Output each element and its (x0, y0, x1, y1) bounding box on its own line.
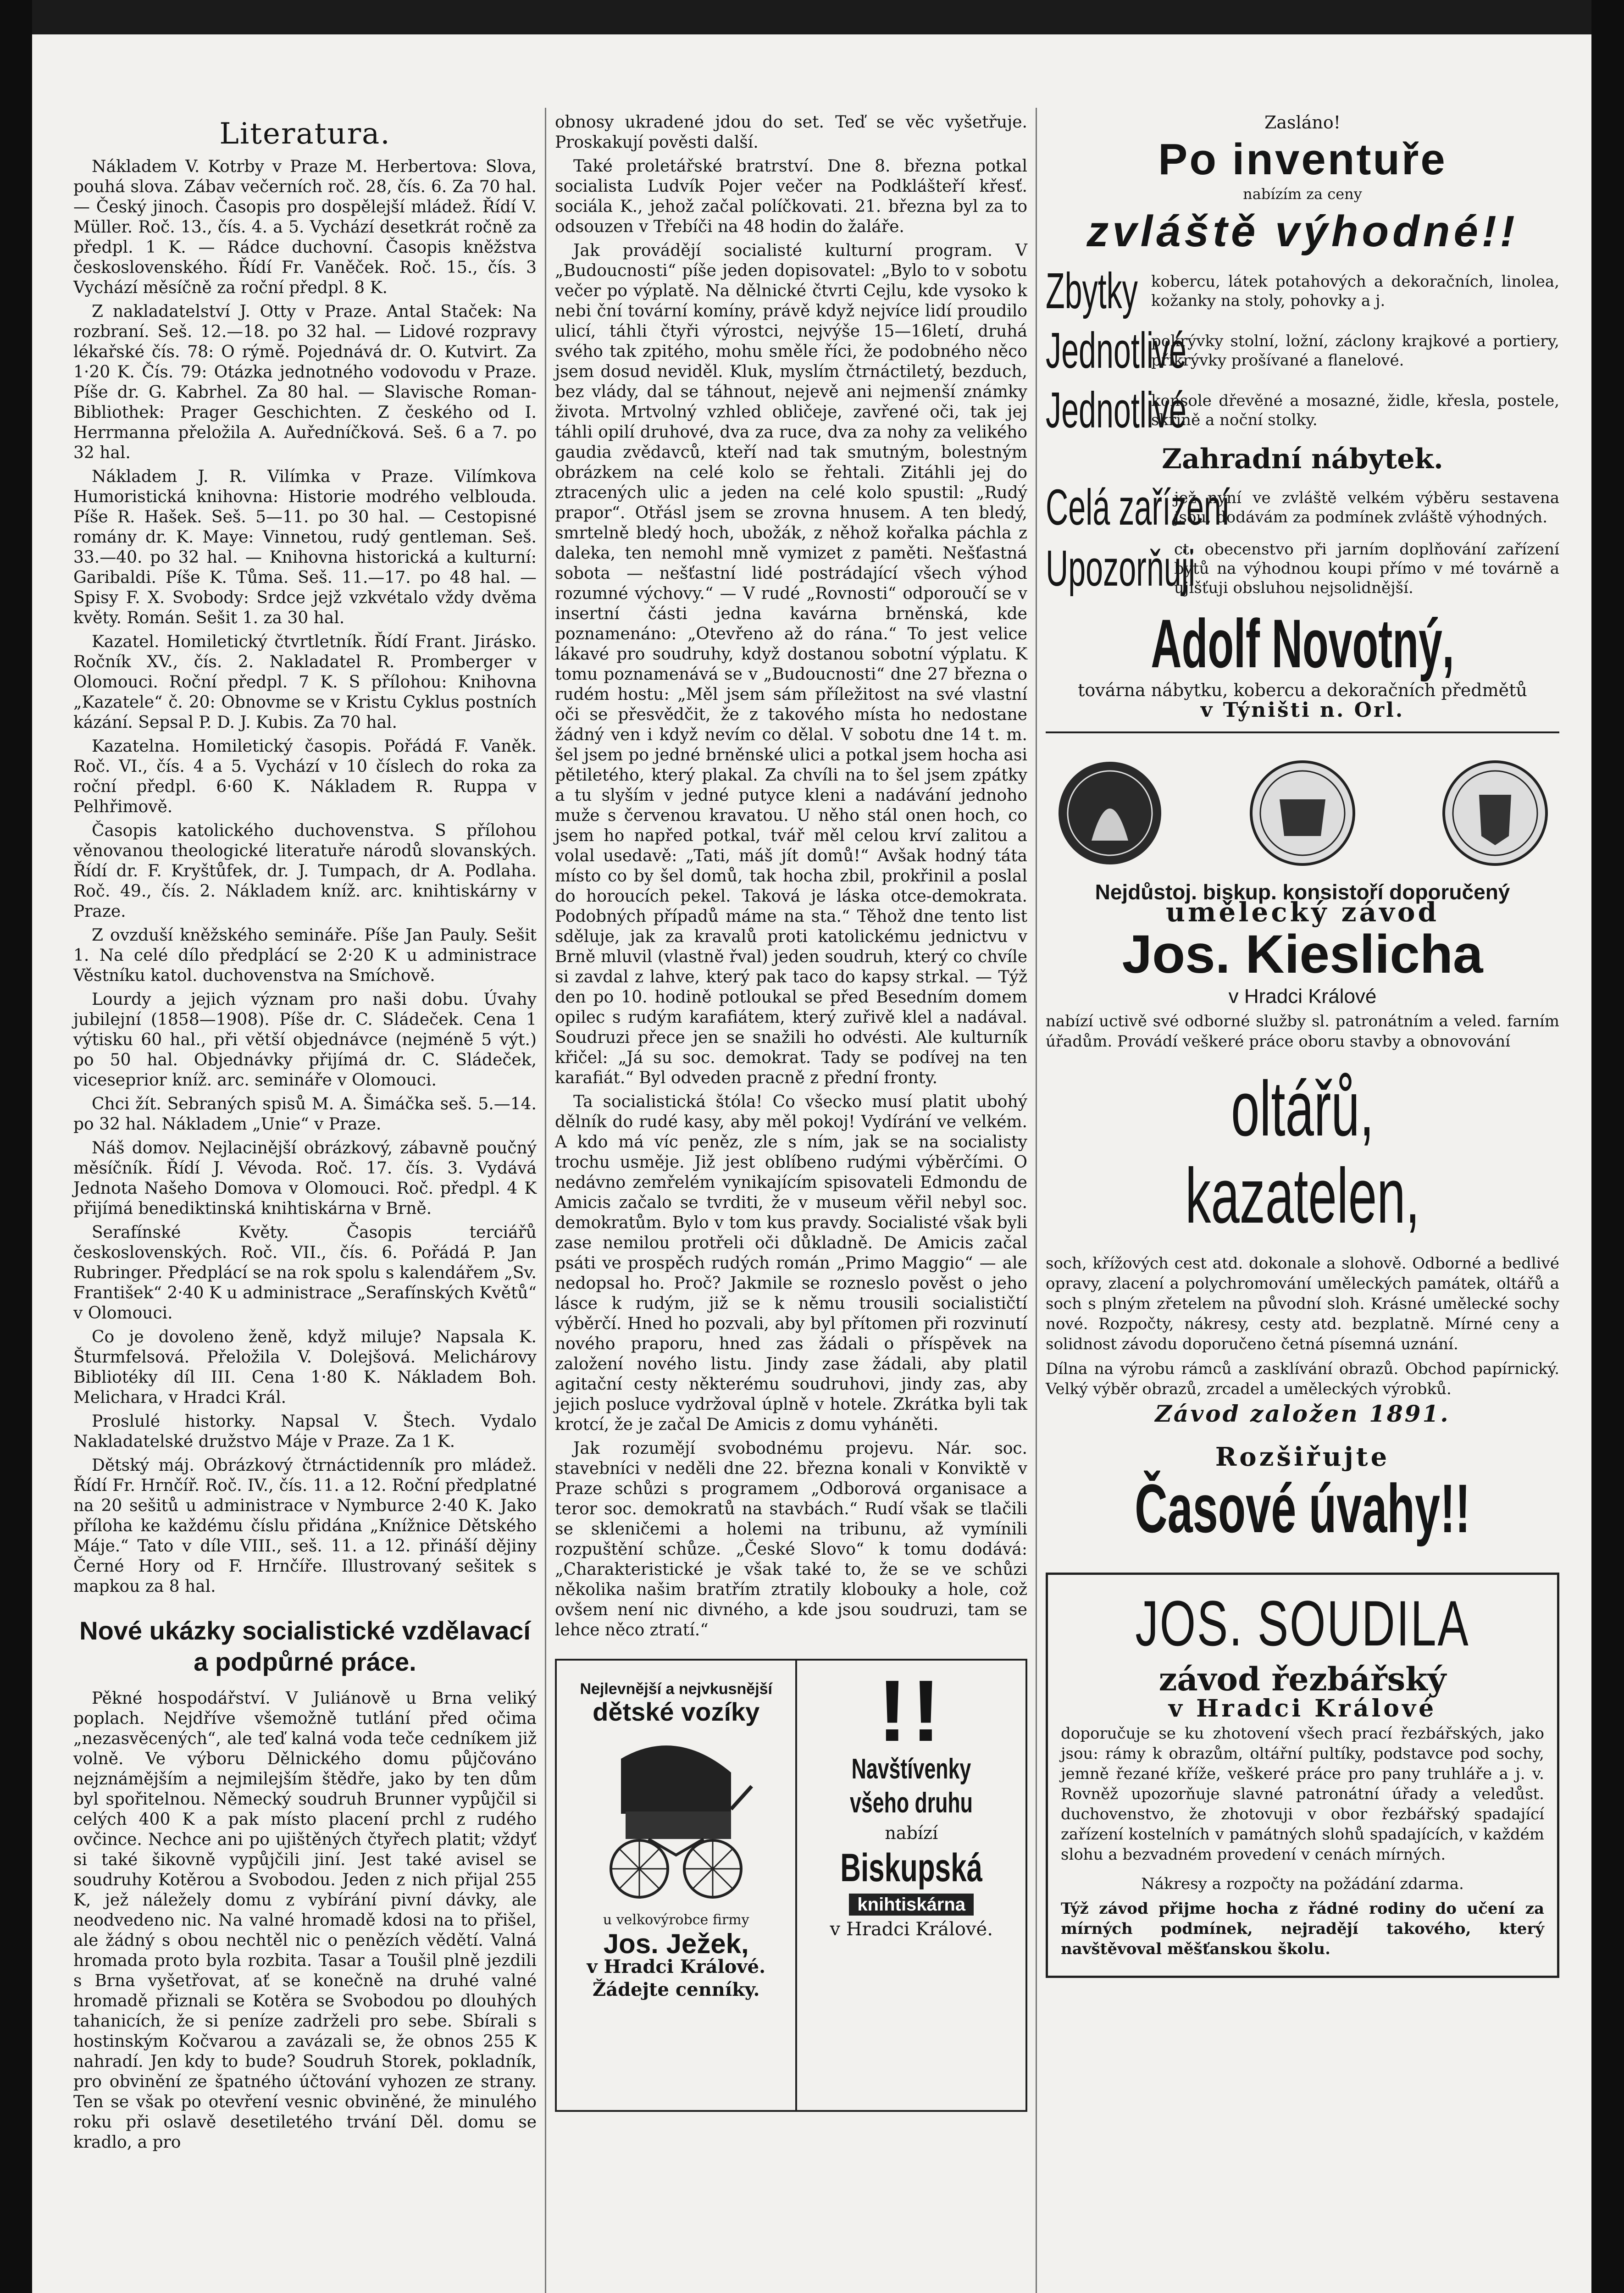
medal-icon (1247, 758, 1358, 868)
ad-kieslich-text: nabízí uctivě své odborné služby sl. patronátním a veled. farním úřadům. Provádí veškeré práce oboru stavby a obnovování (1046, 1012, 1559, 1051)
ad-cards-line2: všeho druhu (850, 1787, 973, 1819)
ad-row-title: Zbytky (1046, 263, 1138, 319)
ad-strollers (557, 1661, 797, 2110)
ad-kieslich-oltaru: oltářů, kazatelen, (1185, 1065, 1420, 1240)
ad-headline-vyhodne: zvláště výhodné!! (1086, 207, 1519, 256)
ad-row-text: konsole dřevěné a mosazné, židle, křesla, postele, skříně a noční stolky. (1151, 392, 1559, 429)
ad-soudila-line2: závod řezbářský (1158, 1660, 1447, 1698)
ad-box-bottom (555, 1659, 1027, 2112)
ad-row-title: Celá zařízení (1046, 479, 1230, 536)
ad-row-text: ct. obecenstvo při jarním doplňování zařízení bytů na výhodnou koupi přímo v mé továrně a ujišťuji obsluhou nejsolidnější. (1174, 540, 1559, 597)
ad-rozsirujte: Rozšiřujte (1215, 1442, 1390, 1472)
ad-row (1046, 540, 1559, 598)
ad-row-text: jež nyní ve zvláště velkém výběru sestavena jsou, dodávám za podmínek zvláště výhodných. (1174, 489, 1559, 526)
ad-strollers-line2: dětské vozíky (593, 1697, 760, 1726)
ad-kieslich-name: Jos. Kieslicha (1122, 924, 1483, 985)
ad-row (1046, 480, 1559, 535)
ad-row-text: pokrývky stolní, ložní, záclony krajkové a portiery, přikrývky prošívané a flanelové. (1151, 332, 1559, 370)
ad-cards-line1: Navštívenky (851, 1753, 971, 1785)
paragraph: Serafínské Květy. Časopis terciářů československých. Roč. VII., čís. 6. Pořádá P. Jan Rubringer. Předplácí se na rok spolu s kalendářem „Sv. František“ 2·40 K u administrace „Serafínských Květů“ v Olomouci. (73, 1223, 537, 1323)
ad-kieslich-text2: soch, křížových cest atd. dokonale a slohově. Odborné a bedlivé opravy, zlacení a polychromování uměleckých památek, oltářů a soch s plným zřetelem na původní sloh. Krásné umělecké sochy nové. Rozpočty, nákresy, cesty atd. bezplatně. Mírné ceny a solidnost závodu doporučeno četná písemná uznání. (1046, 1254, 1559, 1353)
ad-cards-line5: knihtiskárna (849, 1894, 974, 1916)
paragraph: Nákladem V. Kotrby v Praze M. Herbertova: Slova, pouhá slova. Zábav večerních roč. 28, čís. 6. Za 70 hal. — Český jinoch. Časopis pro dospělejší mládež. Řídí V. Müller. Roč. 13., čís. 4. a 5. Vychází desetkrát ročně za předpl. 1 K. — Rádce duchovní. Časopis kněžstva československého. Řídí Fr. Vaněček. Roč. 15., čís. 3 Vychází měsíčně za roční předpl. 8 K. (73, 157, 537, 297)
paragraph: Kazatelna. Homiletický časopis. Pořádá F. Vaněk. Roč. VI., čís. 4 a 5. Vychází v 10 číslech do roka za roční předpl. 6·60 K. Nákladem R. Ruppa v Pelhřimově. (73, 737, 537, 816)
zaslano: Zasláno! (1264, 112, 1341, 133)
paragraph: Lourdy a jejich význam pro naši dobu. Úvahy jubilejní (1858—1908). Píše dr. C. Sládeček. Cena 1 výtisku 60 hal., při větší objednávce (nejméně 5 výt.) po 50 hal. Objednávky přijímá dr. C. Sládeček, viceseprior kníž. arc. semináře v Olomouci. (73, 990, 537, 1090)
ad-casove-uvahy: Časové úvahy!! (1135, 1470, 1470, 1547)
paragraph: Náš domov. Nejlacinější obrázkový, zábavně poučný měsíčník. Řídí J. Vévoda. Roč. 17. čís. 3. Vydává Jednota Našeho Domova v Olomouci. Roč. předpl. 4 K přijímá benediktinská knihtiskárna v Brně. (73, 1139, 537, 1218)
ad-kieslich-text3: Dílna na výrobu rámců a zasklívání obrazů. Obchod papírnický. Velký výběr obrazů, zrcadel a uměleckých výrobků. (1046, 1360, 1559, 1398)
ad-headline-inventure: Po inventuře (1158, 135, 1447, 184)
ad-subline: nabízím za ceny (1243, 185, 1362, 203)
ad-row-title: Upozorňuji (1046, 540, 1196, 597)
medal-icon (1055, 758, 1165, 868)
ad-firm-location: v Týništi n. Orl. (1200, 698, 1405, 722)
paragraph: obnosy ukradené jdou do set. Teď se věc vyšetřuje. Proskakují pověsti další. (555, 113, 1027, 152)
ad-soudila-name: JOS. SOUDILA (1135, 1587, 1470, 1659)
ad-zahradni-nabytek: Zahradní nábytek. (1162, 443, 1443, 475)
paragraph: Také proletářské bratrství. Dne 8. března potkal socialista Ludvík Pojer večer na Podklášteří křesť. sociála K., jehož začal políčkovati. 21. března byl za to odsouzen v Třebíči na 48 hodin do žaláře. (555, 157, 1027, 236)
paragraph: Jak rozumějí svobodnému projevu. Nár. soc. stavebníci v neděli dne 22. března konali v Konviktě v Praze schůzi s programem „Odborová organisace a teror soc. demokratů na stavbách.“ Rudí však se tlačili se skleničemi a holemi na tribunu, až vymínili rozpuštění schůze. „České Slovo“ k tomu dodává: „Charakteristické je však také to, že se ve schůzi několika našim bratřím ztratily klobouky a hole, což ovšem není nic divného, a kde jsou soudruzi, tam se lehce něco ztratí.“ (555, 1439, 1027, 1639)
ad-row-text: kobercu, látek potahových a dekoračních, linolea, kožanky na stoly, pohovky a j. (1151, 272, 1559, 310)
divider (1046, 731, 1559, 733)
ad-firm-novotny: Adolf Novotný, (1151, 605, 1454, 682)
ad-exclamation: !! (877, 1662, 945, 1760)
ad-firm-description: továrna nábytku, kobercu a dekoračních předmětů (1078, 680, 1527, 700)
ad-visiting-cards (797, 1661, 1025, 2110)
column-divider-2 (1036, 108, 1037, 2293)
paragraph: Co je dovoleno ženě, když miluje? Napsala K. Šturmfelsová. Přeložila V. Dolejšová. Melichárovy Bibliotéky díl III. Cena 1·80 K. Nákladem Boh. Melichara, v Hradci Král. (73, 1328, 537, 1407)
ad-kieslich-line1: Nejdůstoj. biskup. konsistoří doporučený (1095, 880, 1510, 904)
paragraph: Proslulé historky. Napsal V. Štech. Vydalo Nakladatelské družstvo Máje v Praze. Za 1 K. (73, 1412, 537, 1451)
ad-strollers-callout: Žádejte cenníky. (593, 1979, 760, 2000)
column-articles (555, 112, 1027, 2112)
ad-row (1046, 383, 1559, 438)
stroller-illustration (593, 1731, 759, 1905)
section-heading-socialisticke: Nové ukázky socialistické vzdělavací a podpůrné práce. (79, 1616, 531, 1676)
ad-soudila-text: doporučuje se ku zhotovení všech prací řezbářských, jako jsou: rámy k obrazům, oltářní pultíky, podstavce pod sochy, jemně řezané kříže, veškeré práce pro pany truhláře a j. v. Rovněž upozorňuje slavné patronátní úřady a veledůst. duchovenstvo, že zhotovuji v obor řezbářský spadající zařízení kostelních v památných slohů spadajících, v každém slohu a bezvadném provedení v cenách mírných. (1061, 1724, 1544, 1864)
ad-soudila-location: v Hradci Králové (1168, 1695, 1437, 1723)
medal-icon (1440, 758, 1550, 868)
ad-cards-line3: nabízí (885, 1823, 938, 1843)
ad-strollers-line1: Nejlevnější a nejvkusnější (580, 1680, 772, 1698)
ad-cards-line6: v Hradci Králové. (830, 1919, 993, 1940)
ad-strollers-firm: Jos. Ježek, (603, 1928, 749, 1959)
ad-row (1046, 323, 1559, 378)
newspaper-page (32, 34, 1591, 2293)
ad-kieslich-line2: umělecký závod (1165, 897, 1440, 928)
paragraph: Z ovzduší kněžského semináře. Píše Jan Pauly. Sešit 1. Na celé dílo předplácí se 2·20 K u administrace Věstníku katol. duchovenstva na Smíchově. (73, 926, 537, 985)
right-dark-margin (1591, 0, 1624, 2293)
ad-soudila (1046, 1573, 1559, 1978)
paragraph: Chci žít. Sebraných spisů M. A. Šimáčka seš. 5.—14. po 32 hal. Nákladem „Unie“ v Praze. (73, 1095, 537, 1134)
paragraph: Ta socialistická štóla! Co všecko musí platit ubohý dělník do rudé kasy, aby měl pokoj! Vydírání ve velkém. A kdo má víc peněz, zle s ním, jak se na socialisty trochu usměje. Již jest oblíbeno rudými výběrčími. O nedávno zemřelém vynikajícím spisovateli Edmondu de Amicis začalo se tvrditi, že v museum věřil nebyl soc. demokratům. Bylo v tom kus pravdy. Socialisté však byli zase nemilou protřeli oči důkladně. De Amicis začal psáti ve prospěch rudých román „Primo Maggio“ — ale nedopsal ho. Proč? Jakmile se rozneslo pověst o jeho lásce k rudým, již se k němu trousili socialističtí výběrčí. Hned ho pozvali, aby byl přítomen při rozvinutí nového praporu, hned zas žádali o příspěvek na založení nového listu. Jindy zase žádali, aby platil agitační cesty některému soudruhovi, jindy zas, aby jejich posluce vydržoval úplně v hotele. Zkrátka byli tak krotcí, že je začal De Amicis z domu vyháněti. (555, 1092, 1027, 1434)
paragraph: Z nakladatelství J. Otty v Praze. Antal Staček: Na rozbraní. Seš. 12.—18. po 32 hal. — Lidové rozpravy lékařské čís. 78: O rýmě. Pojednává dr. O. Kutvirt. Za 1·20 K. Čís. 79: Otázka jednotného vodovodu v Praze. Píše dr. G. Kabrhel. Za 80 hal. — Slavische Roman-Bibliothek: Prager Geschichten. Z českého od I. Herrmanna přeložila A. Auředníčková. Seš. 6 a 7. po 32 hal. (73, 302, 537, 462)
ad-soudila-text3: Týž závod přijme hocha z řádné rodiny do učení za mírných podmínek, nejradějí takového, který navštěvoval měšťanskou školu. (1061, 1900, 1544, 1958)
ad-row (1046, 264, 1559, 319)
paragraph: Pěkné hospodářství. V Juliánově u Brna veliký poplach. Nejdříve všemožně tutlání před očima „nezasvěcených“, ale teď kalná voda teče cedníkem již volně. Ve výboru Dělnického domu půjčováno nejznámějším a nejmilejším štědře, jako by ten dům byl spořitelnou. Německý soudruh Brunner vypůjčil si celých 400 K a pak místo placení prchl z rudého ovčince. Nechce ani po ujištěných čtyřech platit; vždyť si také šikovně vypůjčili jiní. Jest také avisel se soudruhy Kotěrou a Svobodou. Jeden z nich přijal 255 K, jež náležely domu z vybírání pivní dávky, ale neodvedeno nic. Na valné hromadě kdosi na to přišel, ale žádný s obou nechtěl nic o penězích vědětí. Valná hromada proto byla rozbita. Tasar a Toušil plně jezdili s Brna vyšetřovat, ať se konečně na druhé valné hromadě přiznali se Kotěra se Svobodou po dlouhých tahanicích, že si peníze zadrželi pro sebe. Sbírali s hostinským Kočvarou a zavázali se, že obnos 255 K nahradí. Jen kdy to bude? Soudruh Storek, pokladník, pro obvinění ze špatného účtování vyhozen ze strany. Ten se však po otevření vesnic obviněné, že minulého roku při oslavě desetiletého trvání Děl. domu se kradlo, a pro (73, 1689, 537, 2152)
paragraph: Dětský máj. Obrázkový čtrnáctidenník pro mládež. Řídí Fr. Hrnčíř. Roč. IV., čís. 11. a 12. Roční předplatné na 20 sešitů u administrace v Nymburce 2·40 K. Jako příloha ke každému číslu přidána „Knížnice Dětského Máje.“ Tato v díle VIII., seš. 11. a 12. přináší dějiny Černé Hory od F. Hrnčíře. Illustrovaný sešitek s mapkou za 8 hal. (73, 1456, 537, 1596)
paragraph: Nákladem J. R. Vilímka v Praze. Vilímkova Humoristická knihovna: Historie modrého velblouda. Píše R. Hašek. Seš. 5—11. po 30 hal. — Cestopisné romány dr. K. Maye: Vinnetou, rudý gentleman. Seš. 33.—40. po 32 hal. — Knihovna historická a kulturní: Garibaldi. Píše K. Tůma. Seš. 11.—17. po 48 hal. — Spisy F. X. Svobody: Srdce jejž vzkvétalo vždy dvěma květy. Román. Sešit 1. za 30 hal. (73, 467, 537, 627)
column-advertisements (1046, 112, 1559, 1978)
ad-strollers-line3: u velkovýrobce firmy (603, 1912, 749, 1928)
paragraph: Časopis katolického duchovenstva. S přílohou věnovanou theologické literatuře národů slovanských. Řídí dr. F. Kryštůfek, dr. J. Tumpach, dr A. Podlaha. Roč. 49., čís. 2. Nákladem kníž. arc. knihtiskárny v Praze. (73, 821, 537, 921)
ad-row-title: Jednotlivé (1046, 382, 1187, 438)
left-dark-margin (0, 0, 32, 2293)
award-medals (1046, 744, 1559, 882)
ad-kieslich-location: v Hradci Králové (1228, 985, 1377, 1008)
paragraph: Kazatel. Homiletický čtvrtletník. Řídí Frant. Jirásko. Ročník XV., čís. 2. Nakladatel R. Promberger v Olomouci. Roční předpl. 7 K. S přílohou: Knihovna „Kazatele“ č. 20: Obnovme se v Kristu Cyklus postních kázání. Sepsal P. D. J. Kubis. Za 70 hal. (73, 632, 537, 732)
section-heading-literatura: Literatura. (219, 117, 391, 151)
paragraph: Jak provádějí socialisté kulturní program. V „Budoucnosti“ píše jeden dopisovatel: „Bylo to v sobotu večer po výplatě. Na dělnické čtvrti Cejlu, kde vysoko k nebi ční tovární komíny, právě když nejvíce lidí proudilo ulicí, táhli čtyři výrostci, nejvýše 15—16letí, druhá svého tak zpitého, mohu směle říci, že podobného něco jsem dosud neviděl. Kluk, myslím čtrnáctiletý, bezduch, bez vlády, dal se táhnout, nejevě ani nejmenší známky života. Mrtvolný vzhled obličeje, zavřené oči, tak jej táhli opilí druhové, dva za ruce, dva za nohy za velikého gaudia zvědavců, kteří nad tak smutným, bolestným obrázkem na celé kolo se řehtali. Zitáhli jej do ztracených ulic a jeden na celé kolo spustil: „Rudý prapor“. Otřásl jsem se zrovna hnusem. A ten bledý, smrtelně bledý hoch, ubožák, z něhož kořalka páchla z daleka, ten nemohl mně vymizet z paměti. Nešťastná sobota — nešťastní lidé postrádající všech výhod rozumné výchovy.“ — V rudé „Rovnosti“ odporoučí se v insertní části jedna kavárna brněnská, kde poznamenáno: „Otevřeno až do rána.“ To jest velice lákavé pro soudruhy, když dostanou sobotní výplatu. K tomu poznamenává se v „Budoucnosti“ dne 27 března o rudém hostu: „Měl jsem sám příležitost na své vlastní oči se přesvědčit, že z takového místa ho nedostane žádný ven i když nevím co dělal. V sobotu dne 14 t. m. šel jsem po jedné brněnské ulici a potkal jsem hocha asi pětiletého, který plakal. Za chvíli na to šel jsem zpátky a tu slyším v jedné putyce kleni a nadávání jednoho muže s červenou kravatou. U něho stál onen hoch, co jsem ho napřed potkal, tvář měl celou krví zalitou a volal usedavě: „Tati, máš jít domů!“ Avšak hodný táta místo co by šel domů, tak hocha zbil, prokřinil a poslal do horoucích pekel. Taková je láska otce-demokrata. Podobných případů máme na sta.“ Těhož dne tento list sděluje, jak za kravalů proti katolickému jednictvu v Brně mluvil (vlastně řval) jeden soudruh, který co chvíle si zavdal z lahve, který pak taco do kapsy strkal. — Týž den po 10. hodině potloukal se před Besedním domem opilec s rudým karafiátem, který zuřivě klel a nadával. Soudruzi přece jen se snažili ho odvésti. Ale kulturník křičel: „Já su soc. demokrat. Tady se podívej na ten karafiát.“ Byl odveden pracně z přední fronty. (555, 241, 1027, 1087)
ad-soudila-text2: Nákresy a rozpočty na požádání zdarma. (1141, 1875, 1464, 1893)
column-divider-1 (545, 108, 546, 2293)
ad-strollers-location: v Hradci Králové. (587, 1956, 766, 1977)
ad-row-title: Jednotlivé (1046, 322, 1187, 379)
ad-cards-line4: Biskupská (840, 1846, 983, 1890)
column-literatura (73, 119, 537, 2156)
ad-kieslich-founded: Závod založen 1891. (1155, 1400, 1450, 1427)
